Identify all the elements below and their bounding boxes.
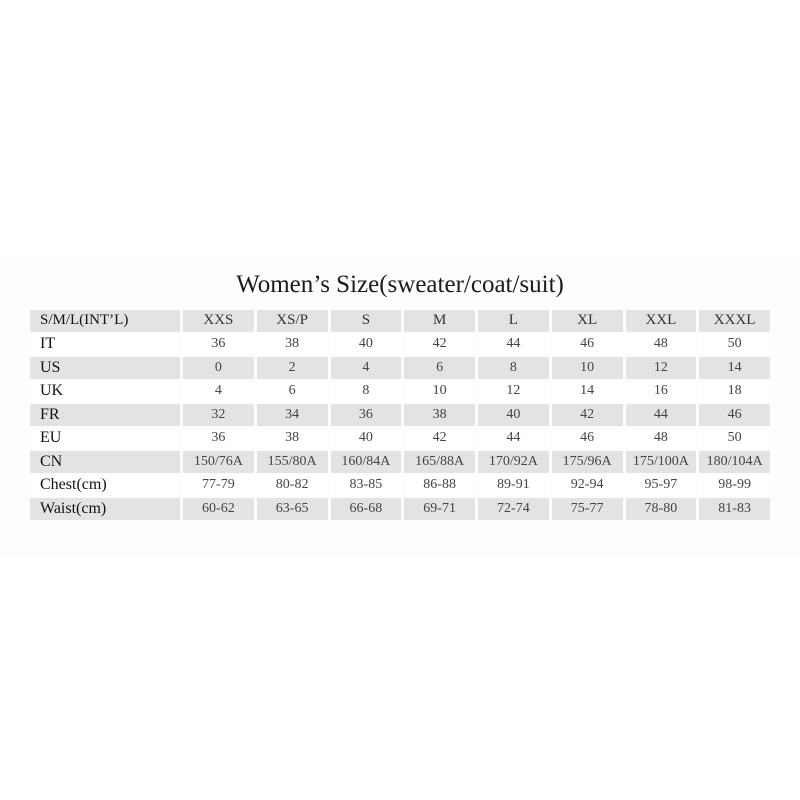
table-cell: 40 xyxy=(331,334,402,356)
table-cell: 92-94 xyxy=(552,475,623,497)
table-cell: 36 xyxy=(183,428,254,450)
size-header-cell: XXS xyxy=(183,310,254,332)
table-cell: 8 xyxy=(478,357,549,379)
table-cell: 86-88 xyxy=(404,475,475,497)
table-cell: 50 xyxy=(699,334,770,356)
table-cell: 32 xyxy=(183,404,254,426)
table-cell: 175/100A xyxy=(626,451,697,473)
table-cell: 40 xyxy=(478,404,549,426)
table-cell: 165/88A xyxy=(404,451,475,473)
table-cell: 38 xyxy=(404,404,475,426)
table-cell: 4 xyxy=(331,357,402,379)
row-label: UK xyxy=(30,381,180,403)
size-header-cell: S xyxy=(331,310,402,332)
table-row-waist xyxy=(30,498,770,520)
table-cell: 180/104A xyxy=(699,451,770,473)
table-cell: 16 xyxy=(626,381,697,403)
size-header-cell: XXXL xyxy=(699,310,770,332)
header-row xyxy=(30,310,770,332)
table-cell: 77-79 xyxy=(183,475,254,497)
table-cell: 42 xyxy=(404,428,475,450)
row-label: CN xyxy=(30,451,180,473)
table-cell: 69-71 xyxy=(404,498,475,520)
table-cell: 36 xyxy=(331,404,402,426)
header-label: S/M/L(INT’L) xyxy=(30,310,180,332)
table-cell: 2 xyxy=(257,357,328,379)
table-cell: 10 xyxy=(404,381,475,403)
table-cell: 89-91 xyxy=(478,475,549,497)
table-cell: 38 xyxy=(257,334,328,356)
table-cell: 0 xyxy=(183,357,254,379)
table-cell: 48 xyxy=(626,334,697,356)
table-cell: 46 xyxy=(552,428,623,450)
size-header-cell: M xyxy=(404,310,475,332)
table-cell: 170/92A xyxy=(478,451,549,473)
table-cell: 12 xyxy=(626,357,697,379)
table-cell: 50 xyxy=(699,428,770,450)
table-cell: 63-65 xyxy=(257,498,328,520)
table-cell: 34 xyxy=(257,404,328,426)
table-cell: 44 xyxy=(626,404,697,426)
table-cell: 10 xyxy=(552,357,623,379)
table-cell: 42 xyxy=(404,334,475,356)
table-cell: 150/76A xyxy=(183,451,254,473)
table-cell: 155/80A xyxy=(257,451,328,473)
table-row-fr xyxy=(30,404,770,426)
table-row-it xyxy=(30,334,770,356)
table-cell: 4 xyxy=(183,381,254,403)
table-cell: 175/96A xyxy=(552,451,623,473)
table-cell: 40 xyxy=(331,428,402,450)
table-cell: 36 xyxy=(183,334,254,356)
size-header-cell: L xyxy=(478,310,549,332)
row-label: EU xyxy=(30,428,180,450)
size-table xyxy=(27,308,773,522)
table-cell: 12 xyxy=(478,381,549,403)
row-label: Chest(cm) xyxy=(30,475,180,497)
table-cell: 80-82 xyxy=(257,475,328,497)
table-cell: 60-62 xyxy=(183,498,254,520)
table-cell: 46 xyxy=(552,334,623,356)
table-cell: 14 xyxy=(699,357,770,379)
table-cell: 98-99 xyxy=(699,475,770,497)
table-row-cn xyxy=(30,451,770,473)
row-label: Waist(cm) xyxy=(30,498,180,520)
size-header-cell: XL xyxy=(552,310,623,332)
row-label: US xyxy=(30,357,180,379)
table-cell: 81-83 xyxy=(699,498,770,520)
row-label: IT xyxy=(30,334,180,356)
chart-title: Women’s Size(sweater/coat/suit) xyxy=(236,271,564,298)
table-cell: 83-85 xyxy=(331,475,402,497)
table-cell: 72-74 xyxy=(478,498,549,520)
table-cell: 14 xyxy=(552,381,623,403)
size-header-cell: XS/P xyxy=(257,310,328,332)
table-cell: 75-77 xyxy=(552,498,623,520)
table-cell: 6 xyxy=(257,381,328,403)
size-header-cell: XXL xyxy=(626,310,697,332)
table-cell: 95-97 xyxy=(626,475,697,497)
table-row-us xyxy=(30,357,770,379)
table-cell: 18 xyxy=(699,381,770,403)
table-cell: 38 xyxy=(257,428,328,450)
table-cell: 78-80 xyxy=(626,498,697,520)
table-cell: 44 xyxy=(478,428,549,450)
table-cell: 42 xyxy=(552,404,623,426)
table-cell: 66-68 xyxy=(331,498,402,520)
table-row-chest xyxy=(30,475,770,497)
table-cell: 46 xyxy=(699,404,770,426)
table-cell: 8 xyxy=(331,381,402,403)
table-cell: 6 xyxy=(404,357,475,379)
table-row-eu xyxy=(30,428,770,450)
table-cell: 44 xyxy=(478,334,549,356)
row-label: FR xyxy=(30,404,180,426)
table-cell: 160/84A xyxy=(331,451,402,473)
table-cell: 48 xyxy=(626,428,697,450)
table-row-uk xyxy=(30,381,770,403)
